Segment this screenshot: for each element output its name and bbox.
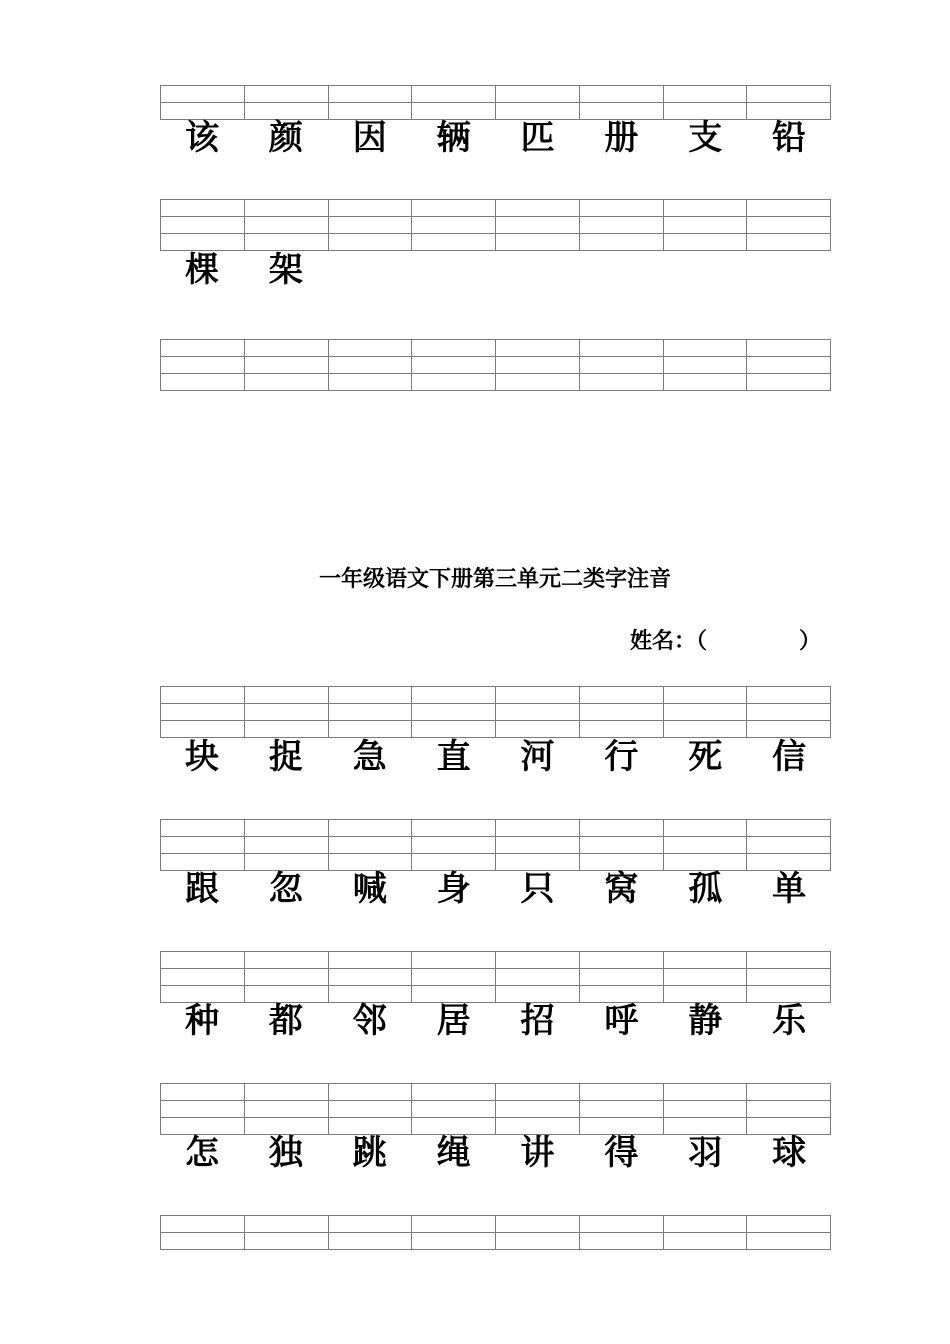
character: 支 xyxy=(688,118,723,158)
character: 邻 xyxy=(352,1001,387,1041)
character: 架 xyxy=(268,250,303,290)
character-row xyxy=(160,737,831,777)
character: 球 xyxy=(772,1133,807,1173)
character: 独 xyxy=(268,1133,303,1173)
character: 忽 xyxy=(268,869,303,909)
pinyin-grid xyxy=(160,819,831,871)
character: 急 xyxy=(352,737,387,777)
name-close: ） xyxy=(798,629,821,654)
character: 得 xyxy=(604,1133,639,1173)
pinyin-grid xyxy=(160,85,831,120)
character: 居 xyxy=(436,1001,471,1041)
character: 死 xyxy=(688,737,723,777)
character: 跟 xyxy=(184,869,219,909)
character: 喊 xyxy=(352,869,387,909)
pinyin-grid xyxy=(160,951,831,1003)
character-row xyxy=(160,1133,831,1173)
character: 该 xyxy=(184,118,219,158)
character: 羽 xyxy=(688,1133,723,1173)
character: 身 xyxy=(436,869,471,909)
character: 因 xyxy=(352,118,387,158)
character: 都 xyxy=(268,1001,303,1041)
character: 怎 xyxy=(184,1133,219,1173)
character: 棵 xyxy=(184,250,219,290)
character: 窝 xyxy=(604,869,639,909)
character: 册 xyxy=(604,118,639,158)
character: 孤 xyxy=(688,869,723,909)
character: 种 xyxy=(184,1001,219,1041)
character-row xyxy=(160,118,831,158)
character: 辆 xyxy=(436,118,471,158)
character: 颜 xyxy=(268,118,303,158)
name-field xyxy=(630,624,821,655)
character: 绳 xyxy=(436,1133,471,1173)
character-row xyxy=(160,250,831,290)
character: 乐 xyxy=(772,1001,807,1041)
page-title: 一年级语文下册第三单元二类字注音 xyxy=(318,567,671,592)
character: 匹 xyxy=(520,118,555,158)
character: 行 xyxy=(604,737,639,777)
character: 铅 xyxy=(772,118,807,158)
character: 捉 xyxy=(268,737,303,777)
character: 跳 xyxy=(352,1133,387,1173)
character: 讲 xyxy=(520,1133,555,1173)
pinyin-grid xyxy=(160,339,831,391)
pinyin-grid xyxy=(160,199,831,251)
character: 静 xyxy=(688,1001,723,1041)
character-row xyxy=(160,869,831,909)
character: 单 xyxy=(772,869,807,909)
pinyin-grid xyxy=(160,686,831,738)
character: 直 xyxy=(436,737,471,777)
pinyin-grid xyxy=(160,1215,831,1250)
name-label: 姓名：（ xyxy=(630,629,708,654)
character: 河 xyxy=(520,737,555,777)
character: 呼 xyxy=(604,1001,639,1041)
character: 只 xyxy=(520,869,555,909)
character: 信 xyxy=(772,737,807,777)
pinyin-grid xyxy=(160,1083,831,1135)
character: 块 xyxy=(184,737,219,777)
character-row xyxy=(160,1001,831,1041)
character: 招 xyxy=(520,1001,555,1041)
